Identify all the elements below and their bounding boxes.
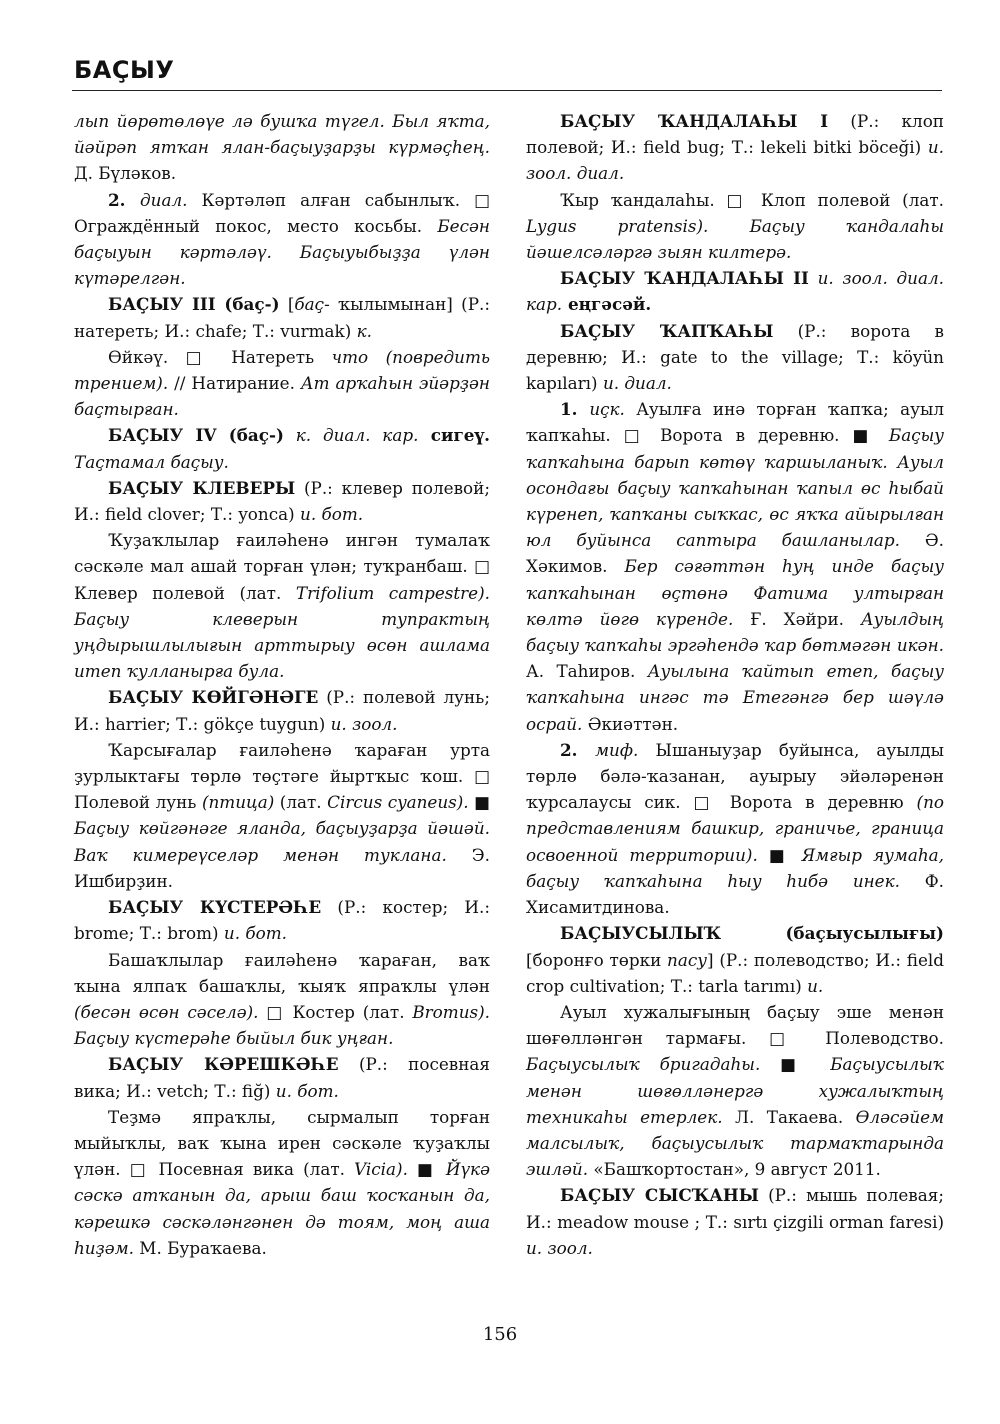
example-text: Ямғыр яумаһа, баҫыу ҡапҡаһына һыу һибә инек. [526, 844, 944, 891]
definition-text: Ә. Хәкимов. [526, 530, 944, 577]
definition-text: ■ [760, 1054, 831, 1075]
definition-text: ■ [407, 1159, 446, 1180]
example-text: лып йөрөтөлөүе лә бушҡа түгел. Был яҡта, йәйрәп ятҡан ялан-баҫыуҙарҙы күрмәҫһең. [74, 111, 490, 158]
grammar-label: к. диал. кар. [283, 425, 419, 446]
grammar-label: и. зоол. диал. [526, 137, 944, 184]
grammar-label: миф. [595, 739, 639, 760]
definition-text: Ф. Хисамитдинова. [526, 870, 944, 918]
definition-text: (Р.: костер; И.: brome; Т.: brom) [74, 897, 491, 944]
definition-text: ҡылымынан] (Р.: натереть; И.: chafe; Т.: vurmak) [74, 294, 490, 341]
dictionary-entry [526, 265, 944, 317]
grammar-label: пасу [667, 949, 707, 970]
headword: БАҪЫУ КӘРЕШКӘҺЕ [108, 1054, 339, 1075]
running-head: БАҪЫУ [74, 56, 175, 84]
dictionary-entry [526, 108, 944, 187]
headword: БАҪЫУ ҠАНДАЛАҺЫ I [560, 111, 829, 131]
definition-paragraph [526, 737, 944, 920]
definition-text: Ышаныуҙар буйынса, ауылды төрлө бәлә-ҡазанан, ауырыу эйәләренән ҡурсалаусы сик. □ Ворота в деревню [526, 739, 944, 813]
definition-text: [ [279, 294, 295, 315]
grammar-label: Bromus). [412, 1001, 490, 1022]
example-text: Йүкә сәскә атҡанын да, арыш баш ҡосҡанын да, кәрешкә сәскәләнгәнен дә тоям, моң аша һиҙәм. [74, 1159, 490, 1258]
headword: БАҪЫУ КҮСТЕРӘҺЕ [108, 897, 322, 918]
headword: БАҪЫУ ҠАНДАЛАҺЫ II [560, 268, 809, 289]
definition-text: «Башҡортостан», 9 август 2011. [588, 1159, 881, 1180]
definition-paragraph [526, 187, 944, 266]
definition-paragraph [526, 999, 944, 1182]
definition-text: Д. Бүләков. [74, 163, 177, 184]
example-text: Баҫыусылыҡ менән шөғөлләнергә хужалыҡтың техникаһы етерлек. [526, 1054, 944, 1127]
definition-paragraph [74, 737, 490, 894]
definition-text: Башаҡлылар ғаиләһенә ҡараған, ваҡ ҡына ялпаҡ башаҡлы, ҡыяҡ япраҡлы үлән [74, 949, 490, 996]
definition-text: Ҡыр ҡандалаһы. □ Клоп полевой (лат. [560, 189, 944, 210]
header-rule [72, 90, 942, 91]
example-text: Баҫыу ҡандалаһы йәшелсәләргә зыян килтерә. [526, 215, 944, 263]
headword: 2. [560, 739, 596, 760]
grammar-label: иҫк. [589, 399, 625, 420]
definition-text: (Р.: мышь полевая; И.: meadow mouse ; Т.: sırtı çizgili orman faresi) [526, 1185, 944, 1232]
dictionary-entry [526, 1182, 944, 1261]
grammar-label: и. [807, 975, 824, 996]
grammar-label: Circus cyaneus). [327, 792, 469, 813]
definition-text: Л. Такаева. [722, 1106, 856, 1127]
headword: сигеү. [418, 425, 490, 446]
definition-text: ] (Р.: полеводство; И.: field crop cultivation; Т.: tarla tarımı) [526, 949, 944, 996]
grammar-label: баҫ- [294, 294, 330, 315]
definition-text: Ҡуҙаҡлылар ғаиләһенә ингән тумалаҡ сәскәле мал ашай торған үлән; туҡранбаш. □ Клевер полевой (лат. [74, 530, 490, 603]
headword: БАҪЫУ СЫСҠАНЫ [560, 1185, 759, 1206]
example-text: Ат арҡаһын эйәрҙән баҫтырған. [74, 373, 490, 420]
definition-text: Ауылға инә торған ҡапҡа; ауыл ҡапҡаһы. □ Ворота в деревню. ■ [526, 399, 944, 446]
definition-text: А. Таһиров. [526, 661, 648, 682]
grammar-label: и. бот. [300, 504, 364, 525]
example-text: Баҫыу күстерәһе быйыл бик уңған. [74, 1028, 394, 1049]
grammar-label: и. диал. [602, 373, 672, 394]
definition-text: Ғ. Хәйри. [733, 608, 861, 629]
page-number: 156 [482, 1324, 518, 1345]
definition-paragraph [74, 527, 490, 684]
definition-text: (Р.: клевер полевой; И.: field clover; Т.: yonca) [74, 477, 490, 525]
definition-text: [боронғо төрки [526, 949, 668, 970]
dictionary-entry [74, 684, 490, 736]
example-text: Баҫыу көйгәнәге яланда, баҫыуҙарҙа йәшәй. Ваҡ кимереүселәр менән туклана. [74, 818, 490, 865]
definition-text: Ҡарсығалар ғаиләһенә ҡараған урта ҙурлыктағы төрлө төҫтәге йыртҡыс ҡош. □ Полевой лунь [74, 739, 490, 813]
dictionary-entry [74, 1051, 490, 1103]
headword: еңгәсәй. [562, 294, 652, 315]
definition-text: Өйкәү. □ Натереть [108, 346, 332, 367]
definition-text: Теҙмә япраҡлы, сырмалып торған мыйыҡлы, ваҡ ҡына ирен сәскәле ҡуҙаҡлы үлән. □ Посевная вика (лат. [74, 1106, 490, 1180]
headword: БАҪЫУСЫЛЫҠ (баҫыусылығы) [560, 923, 944, 944]
example-text: Ауылдың баҫыу ҡапҡаһы эргәһендә ҡар бөтмәгән икән. [526, 608, 944, 656]
definition-text: М. Бураҡаева. [133, 1237, 267, 1258]
grammar-label: диал. [140, 189, 188, 210]
definition-paragraph [74, 947, 490, 1052]
example-text: Баҫыу клеверын тупрактың уңдырышлылығын арттырыу өсөн ашлама итеп ҡулланырға була. [74, 608, 490, 682]
dictionary-entry [74, 422, 490, 474]
dictionary-entry [526, 920, 944, 999]
headword: 1. [560, 399, 590, 420]
definition-paragraph [74, 344, 490, 423]
headword: 2. [108, 189, 141, 210]
definition-text: Э. Ишбирҙин. [74, 844, 490, 891]
left-column [74, 108, 490, 1261]
definition-text: Әкиәттән. [582, 713, 679, 734]
grammar-label: (птица) [201, 792, 275, 813]
definition-text: (лат. [274, 792, 328, 813]
example-text: Баҫыусылыҡ бригадаһы. [526, 1054, 761, 1075]
grammar-label: и. зоол. [526, 1237, 593, 1258]
definition-paragraph [74, 108, 490, 187]
dictionary-entry [526, 318, 944, 397]
example-text: Баҫыу ҡапҡаһына барып көтөү ҡаршыланыҡ. Ауыл осондағы баҫыу ҡапҡаһынан ҡапыл өс һыбай күренеп, ҡапҡаны сыҡкас, өс яҡҡа айырылған юл буйынса саптыра башланылар. [526, 425, 944, 551]
definition-paragraph [526, 396, 944, 737]
example-text: Ауылына ҡайтып етеп, баҫыу ҡапҡаһына ингәс тә Етегәнгә бер шәүлә осрай. [526, 661, 944, 734]
headword: БАҪЫУ IV (баҫ-) [108, 425, 284, 446]
definition-text: (Р.: ворота в деревню; И.: gate to the village; Т.: köyün kapıları) [526, 320, 944, 394]
definition-text: Ауыл хужалығының баҫыу эше менән шөғөлләнгән тармағы. □ Полеводство. [526, 1001, 944, 1049]
right-column [526, 108, 944, 1261]
definition-paragraph [74, 187, 490, 292]
grammar-label: и. зоол. диал. кар. [526, 268, 944, 315]
example-text: Бер сәғәттән һуң инде баҫыу ҡапҡаһынан өҫтөнә Фатима ултырған көлтә йөгө күренде. [526, 556, 944, 629]
definition-text: (Р.: клоп полевой; И.: field bug; Т.: lekeli bitki böceği) [526, 111, 944, 158]
grammar-label: Lygus pratensis). [526, 215, 709, 236]
definition-text: ■ [468, 792, 490, 813]
definition-text: ■ [757, 844, 802, 865]
headword: БАҪЫУ КӨЙГӘНӘГЕ [108, 687, 319, 708]
example-text: Таҫтамал баҫыу. [74, 451, 229, 472]
grammar-label: и. бот. [223, 923, 287, 944]
grammar-label: что (повредить трением). [74, 346, 491, 394]
headword: БАҪЫУ III (баҫ-) [108, 294, 280, 315]
grammar-label: Trifolium campestre). [295, 582, 490, 603]
grammar-label: (по представлениям башкир, граничье, граница освоенной территории). [526, 792, 944, 865]
grammar-label: (бесән өсөн сәселә). [74, 1001, 259, 1022]
grammar-label: Vicia). [354, 1159, 408, 1180]
definition-text: // Натирание. [168, 373, 301, 394]
headword: БАҪЫУ ҠАПҠАҺЫ [560, 320, 774, 341]
example-text: Өләсәйем малсылыҡ, баҫыусылыҡ тармаҡтарында эшләй. [526, 1106, 944, 1180]
definition-text: (Р.: посевная вика; И.: vetch; Т.: fiğ) [74, 1054, 490, 1101]
definition-text: □ Костер (лат. [258, 1001, 413, 1022]
definition-text: (Р.: полевой лунь; И.: harrier; Т.: gökçe tuygun) [74, 687, 490, 734]
grammar-label: и. бот. [275, 1080, 339, 1101]
definition-paragraph [74, 1104, 490, 1261]
dictionary-entry [74, 475, 490, 527]
definition-text: Кәртәләп алған сабынлыҡ. □ Ограждённый покос, место косьбы. [74, 189, 490, 236]
grammar-label: и. зоол. [330, 713, 398, 734]
example-text: Бесән баҫыуын кәртәләү. Баҫыуыбыҙҙа үлән күтәрелгән. [74, 215, 490, 289]
dictionary-entry [74, 894, 490, 946]
dictionary-entry [74, 291, 490, 343]
grammar-label: к. [356, 320, 372, 341]
headword: БАҪЫУ КЛЕВЕРЫ [108, 477, 296, 498]
